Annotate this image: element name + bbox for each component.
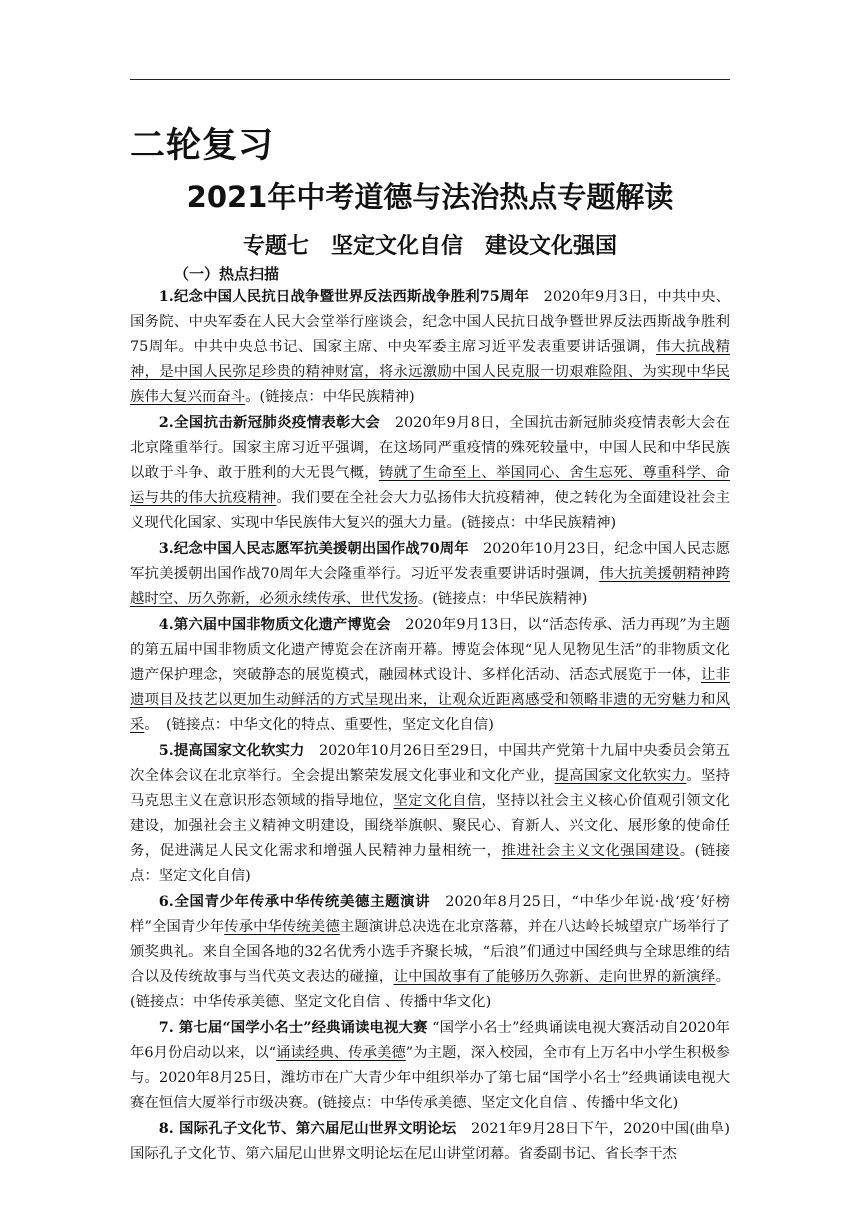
- key-point: 推进社会主义文化强国建设: [501, 843, 680, 859]
- document-title: 2021年中考道德与法治热点专题解读: [186, 180, 674, 214]
- review-label: 二轮复习: [130, 126, 275, 166]
- paragraph-heading: 3.纪念中国人民志愿军抗美援朝出国作战70周年: [158, 540, 469, 557]
- paragraph-heading: 8. 国际孔子文化节、第六届尼山世界文明论坛: [158, 1120, 457, 1137]
- header-rule: [130, 79, 730, 80]
- paragraph-6: 6.全国青少年传承中华传统美德主题演讲 2020年8月25日，“中华少年说·战‘疫’好榜样”全国青少年传承中华传统美德主题演讲总决选在北京落幕，并在八达岭长城望京广场举行了颁奖典礼。来自全国各地的32名优秀小选手齐聚长城，“后浪”们通过中国经典与全球思维的结合以及传统故事与当代英文表达的碰撞，让中国故事有了能够历久弥新、走向世界的新演绎。(链接点：中华传承美德、坚定文化自信 、传播中华文化): [130, 893, 731, 1010]
- key-point: 让非遗项目及技艺以更加生动鲜活的方式呈现出来，让观众近距离感受和领略非遗的无穷魅力和风采: [130, 667, 730, 733]
- section-heading: （一）热点扫描: [174, 265, 280, 283]
- paragraph-7: 7. 第七届“国学小名士”经典诵读电视大赛 “国学小名士”经典诵读电视大赛活动自2020年年6月份启动以来，以“诵读经典、传承美德”为主题，深入校园，全市有上万名中小学生积极参与。2020年8月25日，潍坊市在广大青少年中组织举办了第七届“国学小名士”经典诵读电视大赛在恒信大厦举行市级决赛。(链接点：中华传承美德、坚定文化自信 、传播中华文化): [130, 1019, 731, 1111]
- paragraph-heading: 7. 第七届“国学小名士”经典诵读电视大赛: [158, 1019, 428, 1036]
- key-point: 伟大抗战精神，是中国人民弥足珍贵的精神财富，将永远激励中国人民克服一切艰难险阻、为实现中华民族伟大复兴而奋斗: [130, 339, 730, 405]
- key-point: 传承中华传统美德: [224, 919, 340, 935]
- paragraph-heading: 1.纪念中国人民抗日战争暨世界反法西斯战争胜利75周年: [158, 288, 530, 305]
- paragraph-heading: 5.提高国家文化软实力: [158, 742, 305, 759]
- key-point: 提高国家文化软实力: [554, 768, 687, 784]
- paragraph-heading: 6.全国青少年传承中华传统美德主题演讲: [158, 893, 431, 910]
- paragraph-heading: 4.第六届中国非物质文化遗产博览会: [158, 616, 391, 633]
- paragraph-8: 8. 国际孔子文化节、第六届尼山世界文明论坛 2021年9月28日下午，2020中国(曲阜)国际孔子文化节、第六届尼山世界文明论坛在尼山讲堂闭幕。省委副书记、省长李干杰: [130, 1120, 730, 1162]
- key-point: 铸就了生命至上、举国同心、舍生忘死、尊重科学、命运与共的伟大抗疫精神: [130, 465, 730, 506]
- key-point: 坚定文化自信: [393, 793, 482, 809]
- topic-subtitle: 专题七 坚定文化自信 建设文化强国: [242, 234, 617, 259]
- paragraph-heading: 2.全国抗击新冠肺炎疫情表彰大会: [158, 414, 381, 431]
- document-body: [130, 284, 730, 1167]
- key-point: 伟大抗美援朝精神跨越时空、历久弥新，必须永续传承、世代发扬: [130, 566, 730, 607]
- paragraph-5: 5.提高国家文化软实力 2020年10月26日至29日，中国共产党第十九届中央委员会第五次全体会议在北京举行。全会提出繁荣发展文化事业和文化产业，提高国家文化软实力。坚持马克思主义在意识形态领域的指导地位，坚定文化自信，坚持以社会主义核心价值观引领文化建设，加强社会主义精神文明建设，围绕举旗帜、聚民心、育新人、兴文化、展形象的使命任务，促进满足人民文化需求和增强人民精神力量相统一，推进社会主义文化强国建设。(链接点：坚定文化自信): [130, 742, 730, 884]
- key-point: 诵读经典、传承美德: [276, 1045, 406, 1061]
- paragraph-1: 1.纪念中国人民抗日战争暨世界反法西斯战争胜利75周年 2020年9月3日，中共中央、国务院、中央军委在人民大会堂举行座谈会，纪念中国人民抗日战争暨世界反法西斯战争胜利75周年。中共中央总书记、国家主席、中央军委主席习近平发表重要讲话强调，伟大抗战精神，是中国人民弥足珍贵的精神财富，将永远激励中国人民克服一切艰难险阻、为实现中华民族伟大复兴而奋斗。(链接点：中华民族精神): [130, 288, 730, 405]
- key-point: 让中国故事有了能够历久弥新、走向世界的新演绎: [393, 969, 716, 985]
- paragraph-2: 2.全国抗击新冠肺炎疫情表彰大会 2020年9月8日，全国抗击新冠肺炎疫情表彰大会在北京隆重举行。国家主席习近平强调，在这场同严重疫情的殊死较量中，中国人民和中华民族以敢于斗争、敢于胜利的大无畏气概，铸就了生命至上、举国同心、舍生忘死、尊重科学、命运与共的伟大抗疫精神。我们要在全社会大力弘扬伟大抗疫精神，使之转化为全面建设社会主义现代化国家、实现中华民族伟大复兴的强大力量。(链接点：中华民族精神): [130, 414, 730, 531]
- paragraph-3: 3.纪念中国人民志愿军抗美援朝出国作战70周年 2020年10月23日，纪念中国人民志愿军抗美援朝出国作战70周年大会隆重举行。习近平发表重要讲话时强调，伟大抗美援朝精神跨越时空、历久弥新，必须永续传承、世代发扬。(链接点：中华民族精神): [130, 540, 730, 607]
- paragraph-4: 4.第六届中国非物质文化遗产博览会 2020年9月13日，以“活态传承、活力再现”为主题的第五届中国非物质文化遗产博览会在济南开幕。博览会体现“见人见物见生活”的非物质文化遗产保护理念，突破静态的展览模式，融园林式设计、多样化活动、活态式展览于一体，让非遗项目及技艺以更加生动鲜活的方式呈现出来，让观众近距离感受和领略非遗的无穷魅力和风采。 (链接点：中华文化的特点、重要性，坚定文化自信): [130, 616, 731, 733]
